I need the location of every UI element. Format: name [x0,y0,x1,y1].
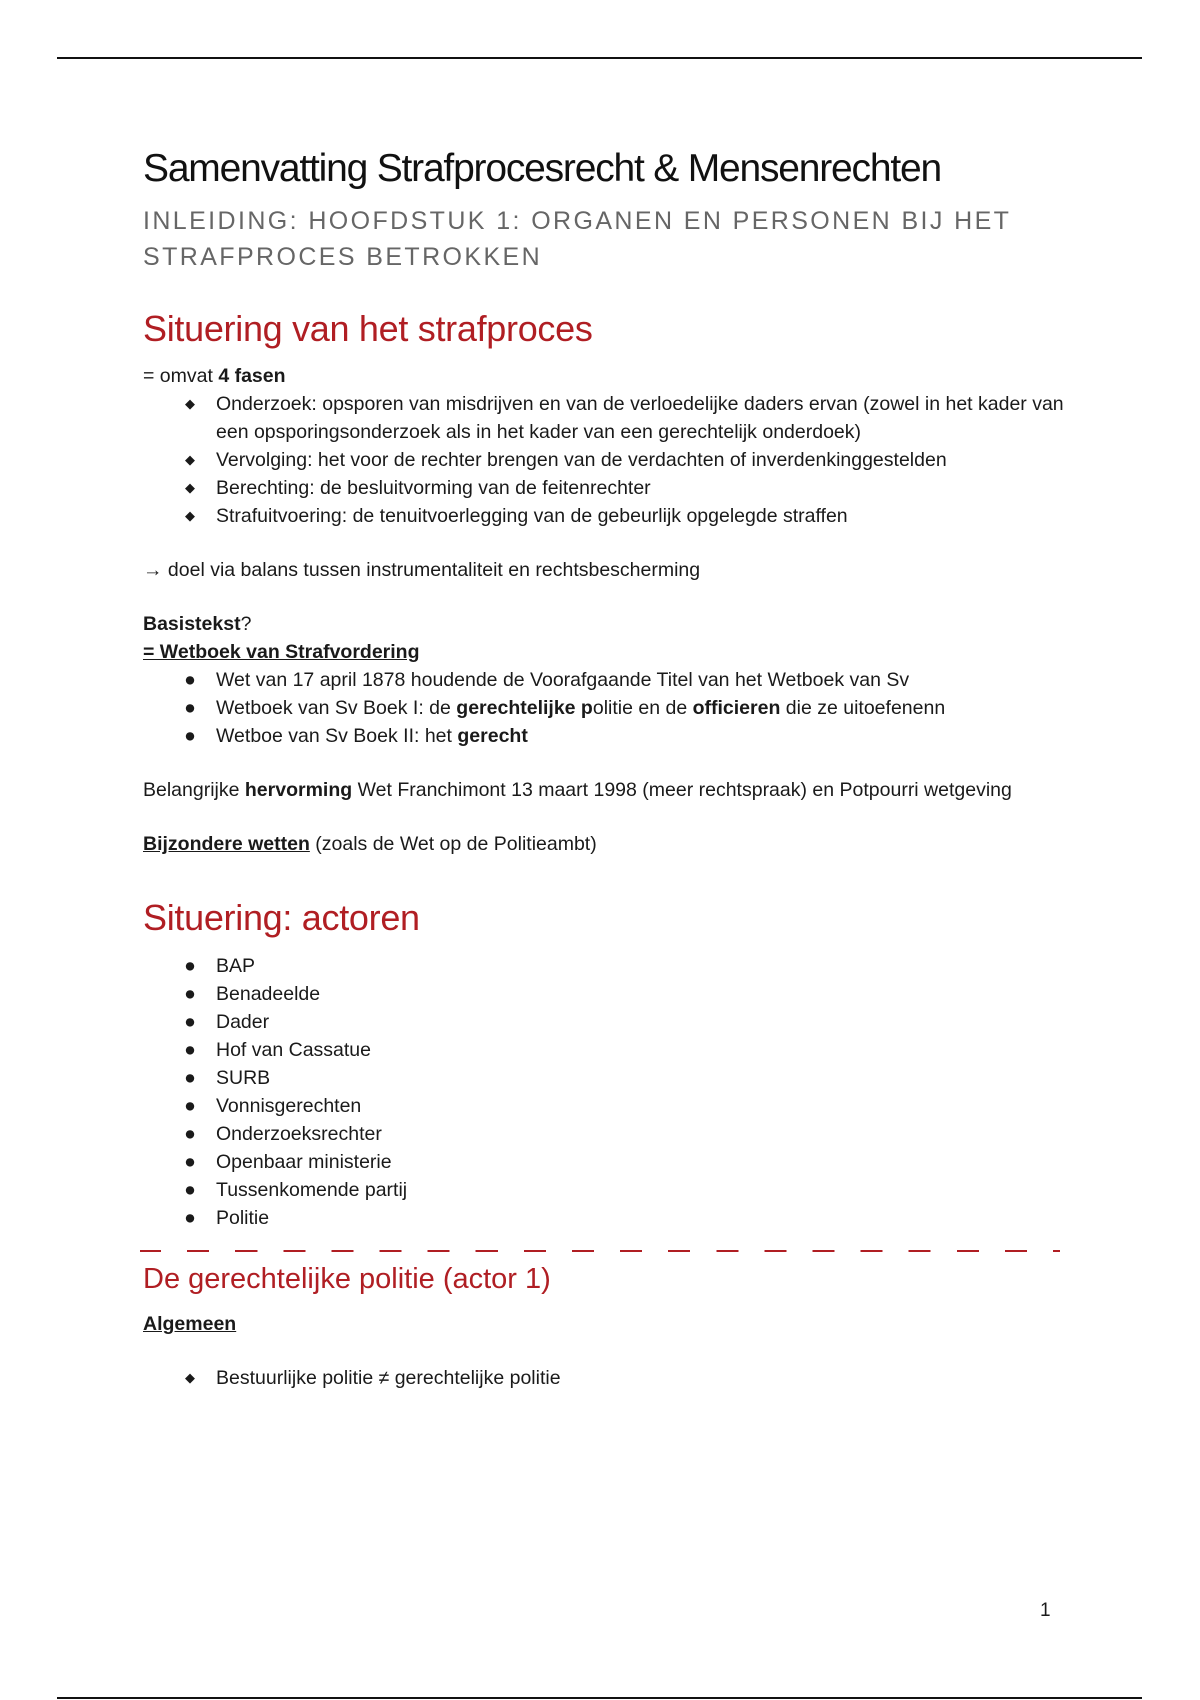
round-bullet-icon: ● [184,1094,196,1117]
phases-intro [143,362,1073,390]
list-item [143,952,1073,980]
round-bullet-icon: ● [184,1010,196,1033]
list-item [143,666,1073,694]
law-text-bold: gerecht [457,725,528,748]
law-text-part: Wetboe van Sv Boek II: het [216,725,458,748]
basistekst-question [143,610,1073,638]
actor-text: SURB [216,1066,271,1089]
list-item [143,722,1073,750]
round-bullet-icon: ● [184,669,196,692]
phase-text: Vervolging: het voor de rechter brengen van de verdachten of inverdenkinggestelden [216,449,947,472]
round-bullet-icon: ● [184,1206,196,1229]
actor-text: Onderzoeksrechter [216,1122,382,1145]
basistekst-qmark: ? [240,613,252,636]
basistekst-answer [143,638,1073,666]
top-rule [57,57,1142,59]
list-item [143,1036,1073,1064]
phase-text: Strafuitvoering: de tenuitvoerlegging van de gebeurlijk opgelegde straffen [216,505,848,528]
document-subtitle: INLEIDING: HOOFDSTUK 1: ORGANEN EN PERSONEN BIJ HET STRAFPROCES BETROKKEN [143,206,1011,272]
law-text-part: olitie en de [592,697,693,720]
section-heading-actoren: Situering: actoren [143,897,420,939]
round-bullet-icon: ● [184,1122,196,1145]
list-item [143,1092,1073,1120]
special-laws-paragraph [143,830,1073,858]
basistekst-answer-text: = Wetboek van Strafvordering [143,641,420,664]
round-bullet-icon: ● [184,697,196,720]
section-heading-strafproces: Situering van het strafproces [143,308,593,350]
actor-text: Hof van Cassatue [216,1038,372,1061]
round-bullet-icon: ● [184,954,196,977]
special-laws-label: Bijzondere wetten [143,833,310,856]
reform-text: Belangrijke [143,779,245,802]
actor-text: BAP [216,954,256,977]
phases-intro-prefix: = omvat [143,365,219,388]
diamond-bullet-icon: ◆ [185,396,195,412]
list-item [143,502,1073,530]
list-item [143,1148,1073,1176]
politie-point: Bestuurlijke politie ≠ gerechtelijke politie [216,1367,561,1390]
algemeen-label: Algemeen [143,1313,237,1336]
goal-line: → doel via balans tussen instrumentaliteit en rechtsbescherming [143,559,701,582]
reform-paragraph [143,776,1073,804]
bottom-rule [57,1697,1142,1699]
phase-text: Berechting: de besluitvorming van de feitenrechter [216,477,651,500]
politie-list [143,1364,1073,1392]
list-item [143,390,1073,446]
list-item [143,1204,1073,1232]
list-item [143,980,1073,1008]
actor-text: Vonnisgerechten [216,1094,362,1117]
page-number: 1 [1040,1600,1051,1621]
round-bullet-icon: ● [184,982,196,1005]
diamond-bullet-icon: ◆ [185,508,195,524]
law-text-part: Wetboek van Sv Boek I: de [216,697,457,720]
phase-text: Onderzoek: opsporen van misdrijven en van de verloedelijke daders ervan (zowel in het kader van een opsporingsonderzoek als in het kader van een gerechtelijk onderdoek) [216,393,1064,444]
law-text-bold: officieren [692,697,781,720]
round-bullet-icon: ● [184,1066,196,1089]
list-item [143,1064,1073,1092]
special-laws-text: (zoals de Wet op de Politieambt) [309,833,597,856]
actor-text: Politie [216,1206,270,1229]
actor-text: Openbaar ministerie [216,1150,392,1173]
document-page [143,140,1073,1392]
diamond-bullet-icon: ◆ [185,452,195,468]
diamond-bullet-icon: ◆ [185,1370,195,1386]
laws-list [143,666,1073,750]
round-bullet-icon: ● [184,1150,196,1173]
list-item [143,474,1073,502]
phases-list [143,390,1073,530]
phases-intro-bold: 4 fasen [218,365,286,388]
reform-bold: hervorming [244,779,353,802]
list-item [143,694,1073,722]
law-text: Wet van 17 april 1878 houdende de Voorafgaande Titel van het Wetboek van Sv [216,669,910,692]
actor-text: Benadeelde [216,982,321,1005]
dashed-separator [140,1250,1060,1252]
round-bullet-icon: ● [184,1178,196,1201]
reform-text: Wet Franchimont 13 maart 1998 (meer rechtspraak) en Potpourri wetgeving [352,779,1012,802]
document-title: Samenvatting Strafprocesrecht & Mensenrechten [143,147,941,190]
basistekst-label: Basistekst [143,613,241,636]
list-item [143,446,1073,474]
diamond-bullet-icon: ◆ [185,480,195,496]
round-bullet-icon: ● [184,1038,196,1061]
law-text-bold: gerechtelijke p [456,697,593,720]
section-heading-gerechtelijke-politie: De gerechtelijke politie (actor 1) [143,1262,551,1295]
round-bullet-icon: ● [184,725,196,748]
list-item [143,1120,1073,1148]
actor-text: Dader [216,1010,270,1033]
actor-text: Tussenkomende partij [216,1178,408,1201]
list-item [143,1176,1073,1204]
actors-list [143,952,1073,1232]
list-item [143,1364,1073,1392]
list-item [143,1008,1073,1036]
algemeen-subheading [143,1310,1073,1338]
law-text-part: die ze uitoefenenn [780,697,946,720]
